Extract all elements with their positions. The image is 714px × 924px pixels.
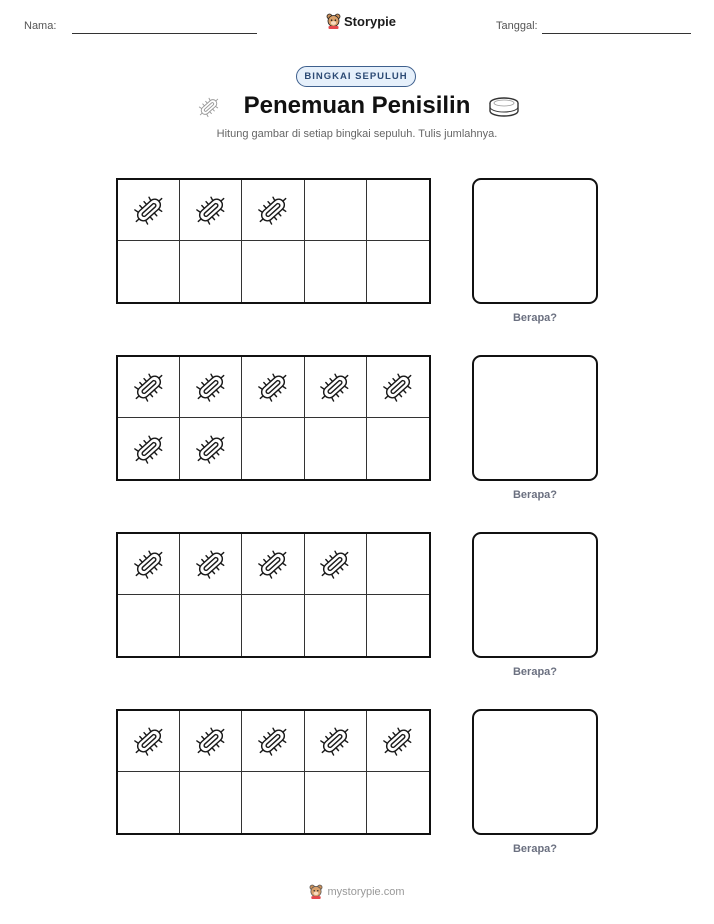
bacteria-icon — [192, 545, 230, 583]
ten-frame-cell — [242, 241, 304, 302]
bacteria-icon — [192, 722, 230, 760]
ten-frame-cell — [305, 241, 367, 302]
bacteria-icon — [254, 545, 292, 583]
bacteria-icon — [130, 368, 168, 406]
answer-label: Berapa? — [512, 843, 558, 855]
ten-frame-cell — [180, 534, 242, 595]
bacteria-icon — [316, 368, 354, 406]
ten-frame-cell — [367, 534, 429, 595]
ten-frame-cell — [118, 180, 180, 241]
ten-frame-cell — [305, 595, 367, 656]
page-title: Penemuan Penisilin — [243, 92, 471, 119]
ten-frame-cell — [367, 772, 429, 833]
ten-frame-cell — [367, 357, 429, 418]
date-field[interactable] — [542, 33, 691, 34]
answer-label: Berapa? — [512, 312, 558, 324]
bacteria-icon — [130, 430, 168, 468]
worksheet-type-badge: BINGKAI SEPULUH — [296, 66, 416, 87]
brand-logo — [326, 13, 396, 29]
brand-name: Storypie — [344, 13, 397, 29]
ten-frame-cell — [367, 711, 429, 772]
ten-frame-cell — [180, 418, 242, 479]
ten-frame-cell — [118, 772, 180, 833]
ten-frame-cell — [242, 180, 304, 241]
ten-frame-cell — [118, 534, 180, 595]
bacteria-icon — [316, 545, 354, 583]
answer-label: Berapa? — [512, 489, 558, 501]
ten-frame-cell — [367, 180, 429, 241]
bacteria-icon — [192, 368, 230, 406]
ten-frame-cell — [367, 595, 429, 656]
bacteria-icon — [130, 191, 168, 229]
footer — [0, 884, 714, 899]
answer-box[interactable] — [472, 532, 598, 658]
petri-dish-icon — [487, 94, 521, 122]
ten-frame-cell — [242, 534, 304, 595]
date-label: Tanggal: — [496, 20, 538, 32]
bacteria-icon — [379, 722, 417, 760]
ten-frame-cell — [305, 357, 367, 418]
ten-frame-cell — [367, 418, 429, 479]
ten-frame-cell — [118, 595, 180, 656]
bacteria-icon — [379, 368, 417, 406]
bacteria-icon — [192, 191, 230, 229]
ten-frame — [116, 178, 431, 304]
footer-url: mystorypie.com — [327, 885, 405, 898]
ten-frame-cell — [180, 357, 242, 418]
ten-frame-cell — [118, 241, 180, 302]
answer-box[interactable] — [472, 178, 598, 304]
bacteria-icon — [192, 430, 230, 468]
ten-frame-cell — [180, 595, 242, 656]
answer-box[interactable] — [472, 355, 598, 481]
ten-frame-cell — [305, 418, 367, 479]
ten-frame — [116, 709, 431, 835]
ten-frame-cell — [118, 418, 180, 479]
bacteria-icon — [254, 191, 292, 229]
bacteria-icon — [254, 368, 292, 406]
ten-frame-cell — [242, 772, 304, 833]
bear-mascot-icon — [326, 13, 341, 29]
bear-mascot-icon — [309, 884, 323, 899]
ten-frame-cell — [305, 180, 367, 241]
ten-frame-cell — [242, 711, 304, 772]
bacteria-icon — [254, 722, 292, 760]
ten-frame-cell — [305, 711, 367, 772]
name-label: Nama: — [24, 20, 57, 32]
instruction-text: Hitung gambar di setiap bingkai sepuluh. Tulis jumlahnya. — [216, 128, 498, 140]
ten-frame-cell — [242, 357, 304, 418]
ten-frame-cell — [242, 595, 304, 656]
bacteria-icon — [316, 722, 354, 760]
ten-frame-cell — [118, 357, 180, 418]
ten-frame-cell — [180, 772, 242, 833]
ten-frame-cell — [180, 180, 242, 241]
answer-box[interactable] — [472, 709, 598, 835]
answer-label: Berapa? — [512, 666, 558, 678]
name-field[interactable] — [72, 33, 257, 34]
ten-frame-cell — [367, 241, 429, 302]
ten-frame — [116, 355, 431, 481]
bacteria-icon — [130, 545, 168, 583]
ten-frame-cell — [118, 711, 180, 772]
ten-frame-cell — [242, 418, 304, 479]
ten-frame-cell — [305, 534, 367, 595]
ten-frame-cell — [180, 241, 242, 302]
ten-frame — [116, 532, 431, 658]
ten-frame-cell — [305, 772, 367, 833]
ten-frame-cell — [180, 711, 242, 772]
bacteria-icon — [130, 722, 168, 760]
